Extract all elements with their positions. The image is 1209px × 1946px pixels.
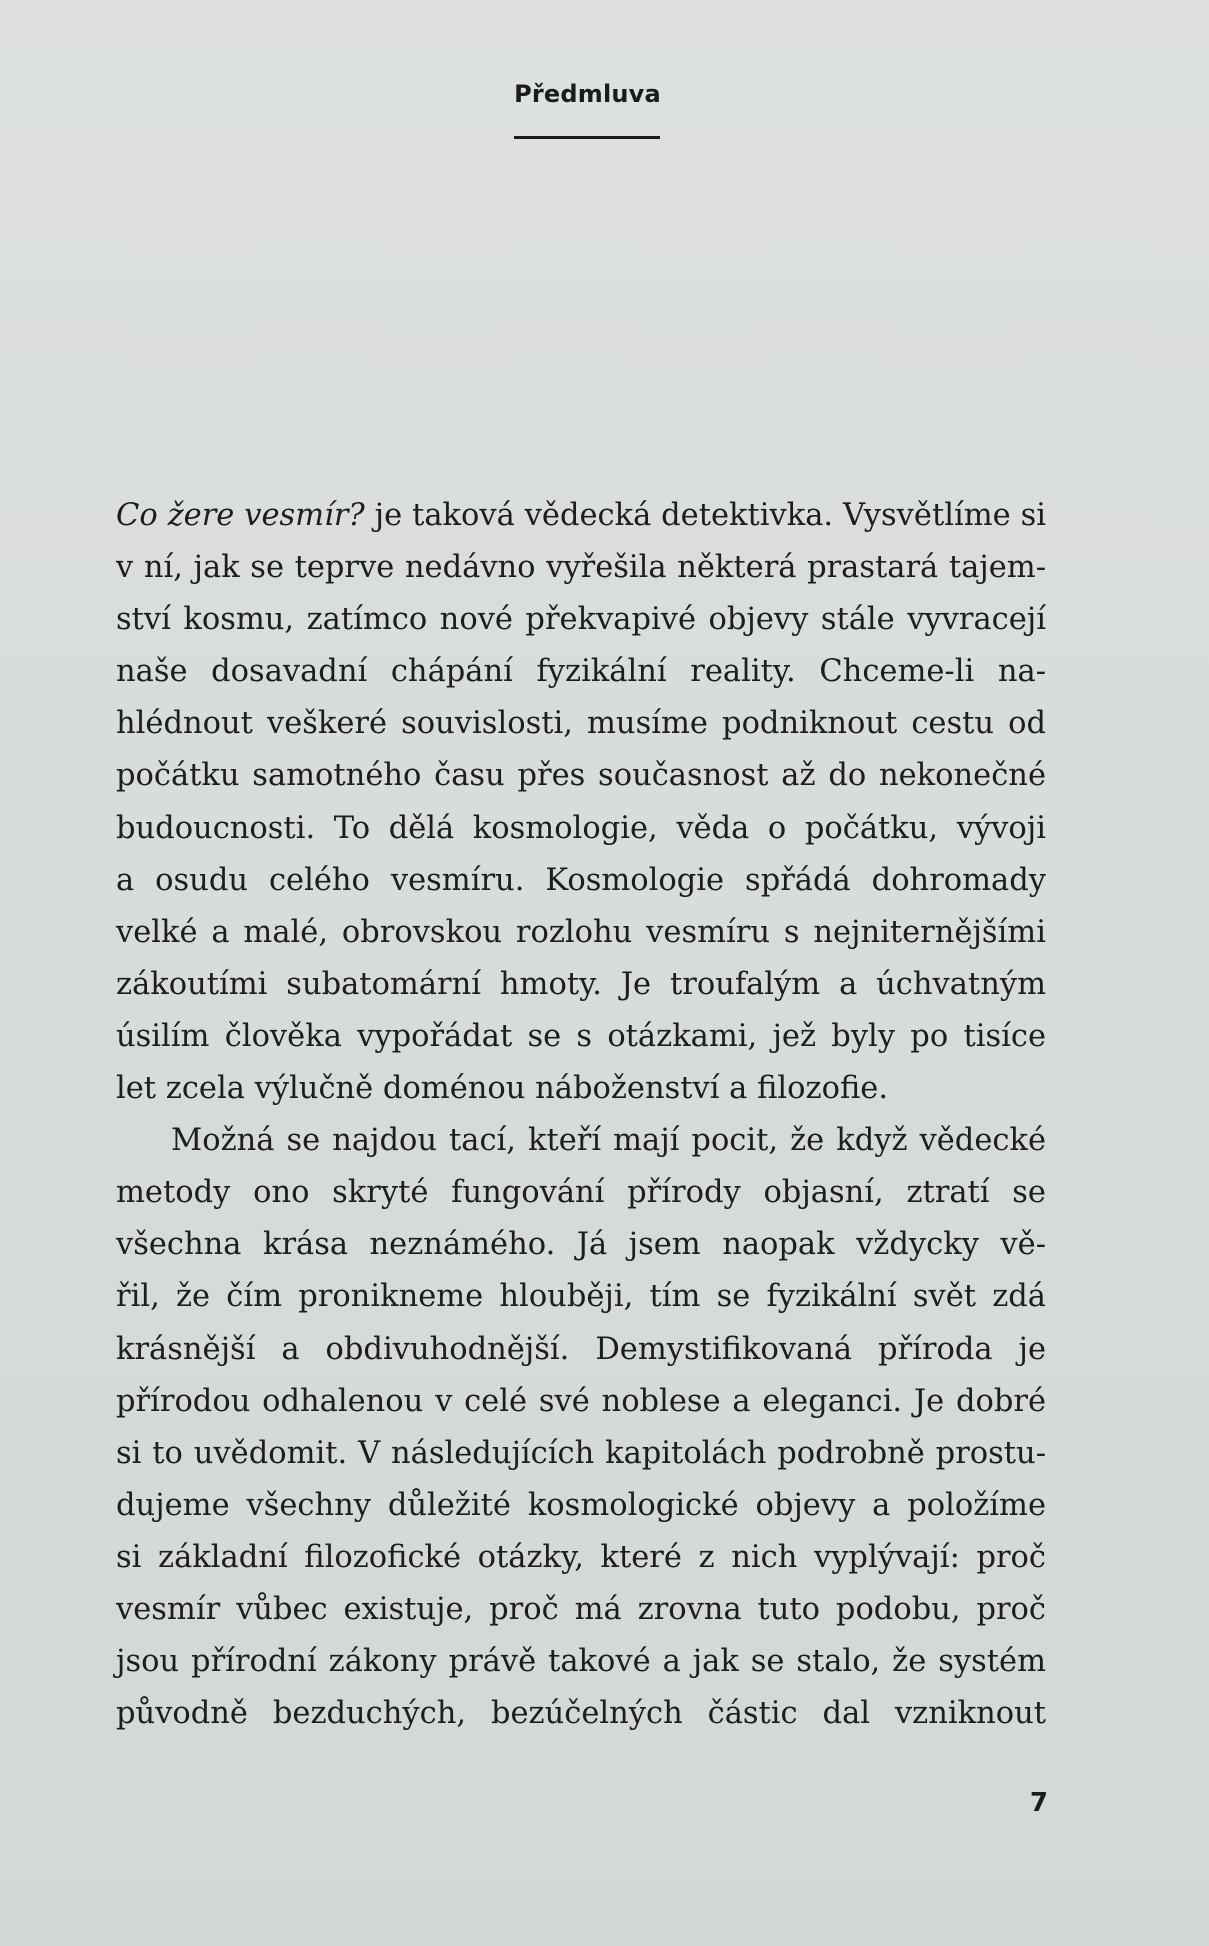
text-line: velké a malé, obrovskou rozlohu vesmíru s nejniternějšími xyxy=(116,914,1046,950)
text-line xyxy=(116,490,1046,542)
text-line: let zcela výlučně doménou náboženství a filozofie. xyxy=(116,1071,889,1107)
text-line: přírodou odhalenou v celé své noblese a eleganci. Je dobré xyxy=(116,1383,1046,1419)
text-line: v ní, jak se teprve nedávno vyřešila některá prastará tajem- xyxy=(116,550,1046,586)
text-line: hlédnout veškeré souvislosti, musíme podniknout cestu od xyxy=(116,706,1046,742)
text-run: je taková vědecká detektivka. Vysvětlíme si xyxy=(364,498,1046,533)
text-line: naše dosavadní chápání fyzikální reality. Chceme-li na- xyxy=(116,654,1046,690)
text-line: a osudu celého vesmíru. Kosmologie spřádá dohromady xyxy=(116,862,1046,898)
body-text xyxy=(116,490,1046,1740)
text-line: si základní filozofické otázky, které z nich vyplývají: proč xyxy=(116,1539,1046,1575)
text-line: metody ono skryté fungování přírody objasní, ztratí se xyxy=(116,1175,1046,1211)
text-line: řil, že čím pronikneme hlouběji, tím se fyzikální svět zdá xyxy=(116,1279,1046,1315)
text-line: zákoutími subatomární hmoty. Je troufalým a úchvatným xyxy=(116,966,1046,1002)
text-line: si to uvědomit. V následujících kapitolách podrobně prostu- xyxy=(116,1435,1046,1471)
header-rule xyxy=(514,136,660,139)
running-header: Předmluva xyxy=(514,80,661,108)
text-line: vesmír vůbec existuje, proč má zrovna tuto podobu, proč xyxy=(116,1591,1046,1627)
book-title-italic: Co žere vesmír? xyxy=(116,498,365,533)
text-line: krásnější a obdivuhodnější. Demystifikovaná příroda je xyxy=(116,1331,1046,1367)
text-line: jsou přírodní zákony právě takové a jak se stalo, že systém xyxy=(116,1644,1046,1680)
text-line: všechna krása neznámého. Já jsem naopak vždycky vě- xyxy=(116,1227,1046,1263)
text-line: ství kosmu, zatímco nové překvapivé objevy stále vyvracejí xyxy=(116,602,1046,638)
text-line: úsilím člověka vypořádat se s otázkami, jež byly po tisíce xyxy=(116,1018,1046,1054)
text-line: Možná se najdou tací, kteří mají pocit, že když vědecké xyxy=(171,1123,1046,1159)
text-line: počátku samotného času přes současnost až do nekonečné xyxy=(116,758,1046,794)
text-line: původně bezduchých, bezúčelných částic dal vzniknout xyxy=(116,1696,1046,1732)
text-line: dujeme všechny důležité kosmologické objevy a položíme xyxy=(116,1487,1046,1523)
text-line: budoucnosti. To dělá kosmologie, věda o počátku, vývoji xyxy=(116,810,1046,846)
page-number: 7 xyxy=(1029,1788,1048,1818)
